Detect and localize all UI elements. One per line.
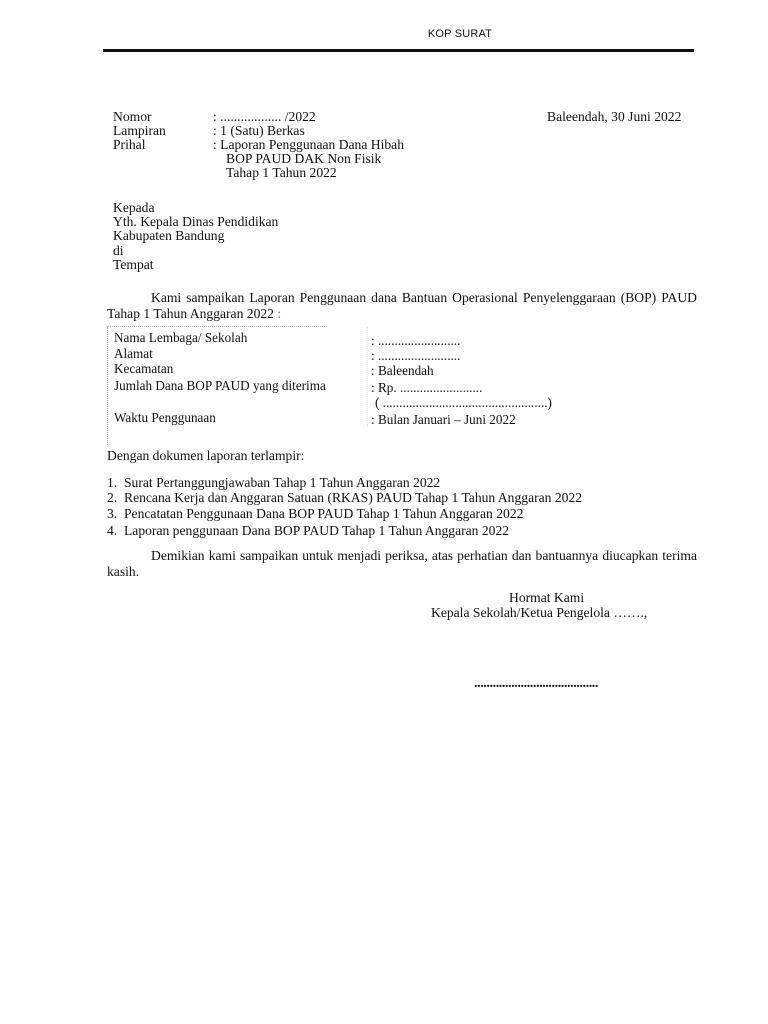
attachment-num: 4. — [107, 523, 118, 538]
intro-paragraph — [107, 290, 697, 322]
prihal-value-line2: BOP PAUD DAK Non Fisik — [226, 151, 382, 166]
hormat-kami: Hormat Kami — [509, 590, 585, 605]
lampiran-label: Lampiran — [113, 123, 166, 138]
attachment-text: Laporan penggunaan Dana BOP PAUD Tahap 1 Tahun Anggaran 2022 — [124, 523, 510, 538]
attachment-item — [107, 490, 582, 506]
signer-position: Kepala Sekolah/Ketua Pengelola ……., — [431, 605, 648, 620]
attachment-num: 3. — [107, 506, 118, 521]
detail-label-waktu: Waktu Penggunaan — [114, 410, 216, 425]
detail-value-kecamatan: : Baleendah — [371, 363, 434, 378]
place-date: Baleendah, 30 Juni 2022 — [547, 109, 682, 124]
recipient-kepada: Kepada — [113, 200, 155, 215]
table-border-top — [107, 326, 327, 328]
detail-value-waktu: : Bulan Januari – Juni 2022 — [371, 412, 516, 427]
detail-value-nama: : ......................... — [371, 333, 461, 348]
prihal-label: Prihal — [113, 137, 146, 152]
detail-value-alamat: : ......................... — [371, 348, 461, 363]
lampiran-value: : 1 (Satu) Berkas — [213, 123, 305, 138]
detail-label-jumlah-dana: Jumlah Dana BOP PAUD yang diterima — [114, 378, 326, 393]
detail-value-terbilang: ( ..................................................) — [375, 395, 552, 410]
recipient-tempat: Tempat — [113, 257, 154, 272]
prihal-value-line1: : Laporan Penggunaan Dana Hibah — [213, 137, 405, 152]
detail-label-nama: Nama Lembaga/ Sekolah — [114, 330, 248, 345]
attachment-item — [107, 506, 523, 522]
nomor-label: Nomor — [113, 109, 152, 124]
closing-paragraph: Demikian kami sampaikan untuk menjadi periksa, atas perhatian dan bantuannya diucapkan terima kasih. — [107, 548, 697, 579]
detail-value-jumlah-dana: : Rp. ......................... — [371, 380, 483, 395]
recipient-di: di — [113, 243, 124, 258]
attachment-item — [107, 475, 440, 491]
intro-colon: : — [277, 306, 282, 321]
table-border-left — [107, 327, 109, 445]
attachment-num: 2. — [107, 490, 118, 505]
attachment-text: Rencana Kerja dan Anggaran Satuan (RKAS) PAUD Tahap 1 Tahun Anggaran 2022 — [124, 490, 583, 505]
recipient-kabupaten: Kabupaten Bandung — [113, 228, 225, 243]
kop-surat-header: KOP SURAT — [427, 28, 493, 40]
prihal-value-line3: Tahap 1 Tahun 2022 — [226, 165, 337, 180]
table-border-mid — [367, 327, 369, 427]
attachment-num: 1. — [107, 475, 118, 490]
detail-label-kecamatan: Kecamatan — [114, 361, 174, 376]
intro-text: Kami sampaikan Laporan Penggunaan dana Bantuan Operasional Penyelenggaraan (BOP) PAUD Tahap 1 Tahun Anggaran 2022 — [107, 290, 697, 321]
attachments-heading: Dengan dokumen laporan terlampir: — [107, 448, 305, 463]
nomor-value: : .................. /2022 — [213, 109, 316, 124]
recipient-yth: Yth. Kepala Dinas Pendidikan — [113, 214, 279, 229]
detail-label-alamat: Alamat — [114, 346, 153, 361]
attachment-text: Pencatatan Penggunaan Dana BOP PAUD Tahap 1 Tahun Anggaran 2022 — [124, 506, 524, 521]
attachment-text: Surat Pertanggungjawaban Tahap 1 Tahun Anggaran 2022 — [124, 475, 441, 490]
attachment-item — [107, 523, 509, 539]
letterhead-rule — [103, 49, 694, 52]
signature-line: ........................................ — [474, 676, 599, 691]
